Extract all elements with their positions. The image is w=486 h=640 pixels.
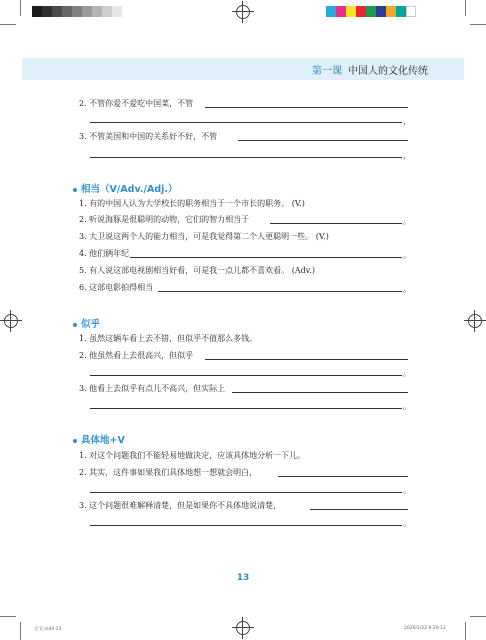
registration-mark-icon <box>464 310 486 332</box>
punctuation: 。 <box>403 369 411 378</box>
swatch <box>376 6 386 17</box>
section-heading-text: 似乎 <box>81 319 101 330</box>
exercise-item: 1. 虽然这辆车看上去不错，但似乎不值那么多钱。 <box>79 334 258 343</box>
crop-mark <box>20 0 21 16</box>
exercise-item: 1. 对这个问题我们不能轻易地做决定，应该具体地分析一下儿。 <box>79 451 306 460</box>
swatch <box>82 6 92 17</box>
swatch <box>346 6 356 17</box>
crop-mark <box>0 24 16 25</box>
swatch <box>32 6 42 17</box>
crop-mark <box>470 24 486 25</box>
punctuation: ， <box>403 151 411 160</box>
crop-mark <box>465 0 466 16</box>
exercise-item: 2. 不管你爱不爱吃中国菜，不管 <box>79 99 194 108</box>
swatch <box>112 6 122 17</box>
punctuation: 。 <box>403 251 411 260</box>
bullet-dot-icon <box>73 188 77 192</box>
exercise-item: 6. 这部电影拍得相当 <box>79 283 154 292</box>
page-number: 13 <box>236 573 250 583</box>
answer-line[interactable] <box>90 375 402 376</box>
section-heading <box>73 432 125 446</box>
section-heading <box>73 181 178 195</box>
answer-line[interactable] <box>278 476 408 477</box>
answer-line[interactable] <box>205 359 408 360</box>
exercise-item: 3. 大卫说这两个人的能力相当，可是我觉得第二个人更聪明一些。 (V.) <box>79 232 329 241</box>
swatch <box>62 6 72 17</box>
swatch <box>92 6 102 17</box>
punctuation: 。 <box>403 285 411 294</box>
exercise-item: 3. 他看上去似乎有点儿不高兴，但实际上 <box>79 384 226 393</box>
answer-line[interactable] <box>205 107 408 108</box>
exercise-item: 2. 听说海豚是很聪明的动物，它们的智力相当于 <box>79 215 250 224</box>
exercise-item: 3. 不管美国和中国的关系好不好，不管 <box>79 132 218 141</box>
swatch <box>52 6 62 17</box>
registration-mark-icon <box>232 1 254 23</box>
swatch <box>336 6 346 17</box>
answer-line[interactable] <box>310 509 408 510</box>
exercise-item: 2. 他虽然看上去很高兴，但似乎 <box>79 351 194 360</box>
swatch <box>356 6 366 17</box>
answer-line[interactable] <box>232 392 408 393</box>
swatch <box>396 6 406 17</box>
answer-line[interactable] <box>90 525 402 526</box>
answer-line[interactable] <box>238 140 408 141</box>
swatch <box>102 6 112 17</box>
slug-file-info: 正文.indd 13 <box>34 627 62 632</box>
answer-line[interactable] <box>90 408 402 409</box>
swatch <box>72 6 82 17</box>
exercise-item: 2. 其实，这件事如果我们具体地想一想就会明白， <box>79 468 258 477</box>
swatch <box>326 6 336 17</box>
exercise-item: 5. 有人说这部电视剧相当好看，可是我一点儿都不喜欢看。 (Adv.) <box>79 266 315 275</box>
swatch <box>406 6 416 17</box>
section-heading <box>73 316 100 330</box>
section-heading-text: 相当（V/Adv./Adj.） <box>81 184 178 195</box>
answer-line[interactable] <box>130 257 402 258</box>
lesson-title: 中国人的文化传统 <box>348 66 428 77</box>
exercise-item: 3. 这个问题很难解释清楚，但是如果你不具体地说清楚， <box>79 501 282 510</box>
crop-mark <box>20 622 21 640</box>
exercise-item: 4. 他们俩年纪 <box>79 249 130 258</box>
answer-line[interactable] <box>90 492 402 493</box>
running-header <box>312 62 428 77</box>
punctuation: 。 <box>403 519 411 528</box>
crop-mark <box>0 616 16 617</box>
registration-mark-icon <box>0 310 22 332</box>
swatch <box>42 6 52 17</box>
punctuation: ， <box>403 117 411 126</box>
punctuation: 。 <box>403 486 411 495</box>
slug-timestamp: 2020/1/22 9:29:12 <box>404 626 446 631</box>
exercise-item: 1. 有的中国人认为大学校长的职务相当于一个市长的职务。 (V.) <box>79 199 305 208</box>
punctuation: 。 <box>403 402 411 411</box>
bullet-dot-icon <box>73 439 77 443</box>
registration-mark-icon <box>232 617 254 639</box>
crop-mark <box>470 616 486 617</box>
answer-line[interactable] <box>90 157 402 158</box>
section-heading-text: 具体地+V <box>81 435 125 446</box>
answer-line[interactable] <box>270 223 402 224</box>
punctuation: 。 <box>403 217 411 226</box>
answer-line[interactable] <box>90 122 402 123</box>
answer-line[interactable] <box>158 291 402 292</box>
crop-mark <box>465 622 466 640</box>
bullet-dot-icon <box>73 323 77 327</box>
swatch <box>386 6 396 17</box>
lesson-number: 第一课 <box>312 66 342 77</box>
swatch <box>366 6 376 17</box>
